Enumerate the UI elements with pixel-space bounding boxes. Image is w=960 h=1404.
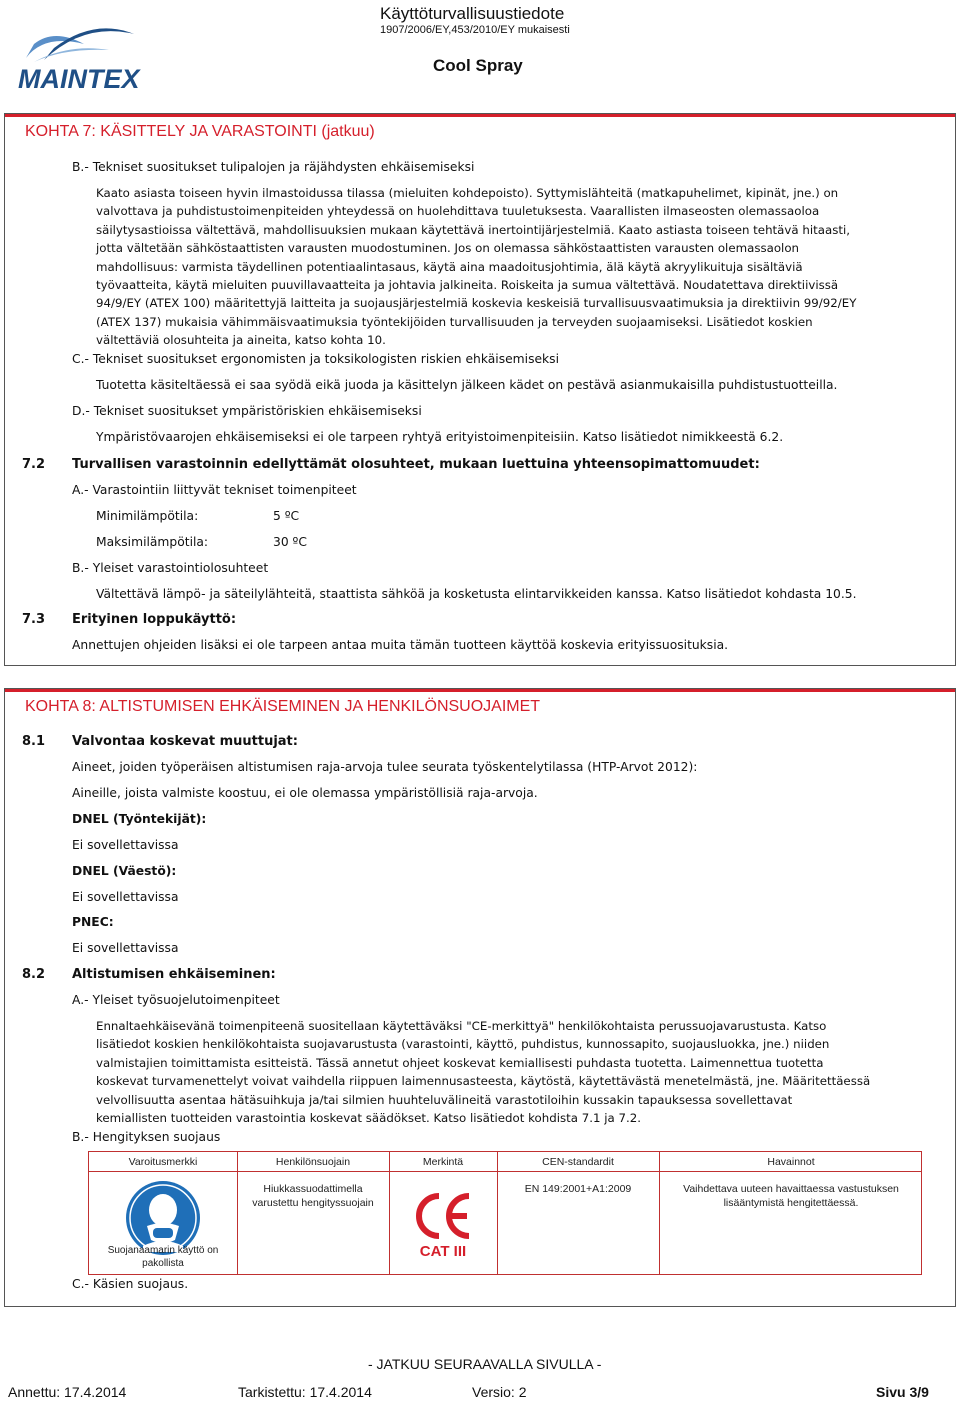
dnel-population-label: DNEL (Väestö): (72, 864, 177, 878)
text-line: koskevat turvamenettelyt voivat vaihdella riippuen laimennusasteesta, käytöstä, käytettävästä menetelmästä, jne. Määritettäessä (96, 1074, 871, 1089)
text-line: lisätiedot koskien henkilökohtaista suojavarustusta (varastointi, käyttö, puhdistus, kunnossapito, suojausluokka, jne.) niiden (96, 1037, 830, 1052)
section-7-title: KOHTA 7: KÄSITTELY JA VARASTOINTI (jatkuu) (5, 114, 955, 144)
max-temp-label: Maksimilämpötila: (96, 535, 209, 549)
mask-sign-caption: Suojanaamarin käyttö on pakollista (107, 1245, 219, 1269)
text-line: jotta vältetään sähköstaattisten varausten muodostuminen. Jos on olemassa sähköstaattisten varausten olemassaolon (96, 241, 800, 256)
text-line: velvollisuutta asentaa hätäsuihkuja ja/tai silmien huuhteluvälineitä varastotiloihin kussakin tapauksessa sovellettavat (96, 1092, 793, 1107)
section-7-2b-text: Vältettävä lämpö- ja säteilylähteitä, staattista sähköä ja kosketusta elintarvikkeiden kanssa. Katso lisätiedot kohdasta 10.5. (96, 587, 857, 601)
section-7-2a-heading: A.- Varastointiin liittyvät tekniset toimenpiteet (72, 483, 357, 497)
dnel-worker-value: Ei sovellettavissa (72, 838, 179, 852)
page-number: Sivu 3/9 (876, 1384, 929, 1400)
text-line: valmistajien toimittamista esitteistä. Tässä annetut ohjeet koskevat kemiallisesti puhdasta tuotetta. Laimennettua tuotetta (96, 1055, 824, 1070)
ce-cat-iii-mark (407, 1188, 479, 1260)
header-warning-sign: Varoitusmerkki (128, 1156, 198, 1168)
issued-date: Annettu: 17.4.2014 (8, 1384, 127, 1400)
text-line: Kaato asiasta toiseen hyvin ilmastoidussa tilassa (mieluiten kohdepoisto). Syttymislähteitä (matkapuhelimet, kipinät, jne.) on (96, 186, 839, 200)
respiratory-protection-table (88, 1151, 922, 1275)
section-8-title: KOHTA 8: ALTISTUMISEN EHKÄISEMINEN JA HENKILÖNSUOJAIMET (5, 689, 955, 719)
section-7c-text: Tuotetta käsiteltäessä ei saa syödä eikä juoda ja käsittelyn jälkeen kädet on pestävä asianmukaisilla puhdistustuotteilla. (96, 378, 838, 392)
dnel-worker-label: DNEL (Työntekijät): (72, 812, 207, 826)
section-7-2-number: 7.2 (22, 457, 46, 472)
svg-text:CAT III: CAT III (419, 1243, 467, 1260)
pnec-value: Ei sovellettavissa (72, 941, 179, 955)
text-line: 94/9/EY (ATEX 100) määritettyjä laitteita ja suojausjärjestelmiä koskevia keskeisiä turvallisuusvaatimuksia ja direktiivin 99/92/EY (96, 296, 857, 311)
text-line: Ennaltaehkäisevänä toimenpiteenä suositellaan käytettäväksi "CE-merkittyä" henkilökohtaista perussuojavarustusta. Katso (96, 1019, 827, 1033)
section-8-1-line1: Aineet, joiden työperäisen altistumisen raja-arvoja tulee seurata työskentelytilassa (HTP-Arvot 2012): (72, 760, 698, 774)
section-7-2b-heading: B.- Yleiset varastointiolosuhteet (72, 561, 269, 575)
section-7b-heading: B.- Tekniset suositukset tulipalojen ja räjähdysten ehkäisemiseksi (72, 160, 475, 174)
text-line: kemiallisten tuotteiden varastointia koskevat säädökset. Katso lisätiedot kohdista 7.1 ja 7.2. (96, 1111, 642, 1125)
header-equipment: Henkilönsuojain (275, 1156, 351, 1168)
section-8-1-number: 8.1 (22, 734, 46, 749)
dnel-population-value: Ei sovellettavissa (72, 890, 179, 904)
revised-date: Tarkistettu: 17.4.2014 (238, 1384, 372, 1400)
product-name: Cool Spray (433, 56, 523, 75)
document-title: Käyttöturvallisuustiedote (380, 4, 565, 23)
section-7-3-title: Erityinen loppukäyttö: (72, 612, 237, 627)
section-8-1-title: Valvontaa koskevat muuttujat: (72, 734, 298, 749)
section-8-2-number: 8.2 (22, 967, 46, 982)
section-7-3-text: Annettujen ohjeiden lisäksi ei ole tarpeen antaa muita tämän tuotteen käyttöä koskevia erityissuosituksia. (72, 638, 729, 652)
regulation-reference: 1907/2006/EY,453/2010/EY mukaisesti (380, 24, 570, 36)
standard-value: EN 149:2001+A1:2009 (524, 1183, 632, 1195)
pnec-label: PNEC: (72, 915, 114, 929)
min-temp-value: 5 ºC (273, 509, 300, 523)
section-8-2c-heading: C.- Käsien suojaus. (72, 1277, 189, 1291)
svg-text:MAINTEX: MAINTEX (18, 64, 140, 94)
notes-value: Vaihdettava uuteen havaittaessa vastustuksen lisääntymistä hengitettäessä. (683, 1183, 899, 1209)
text-line: vältettäviä olosuhteita ja aineita, katso kohta 10. (96, 333, 386, 348)
section-7c-heading: C.- Tekniset suositukset ergonomisten ja toksikologisten riskien ehkäisemiseksi (72, 352, 559, 366)
text-line: säilytysastioissa vältettävä, mahdollisuuksien mukaan käytettävä inertointijärjestelmiä. Kaato astiasta toiseen tehtävä hitaasti, (96, 222, 850, 237)
max-temp-value: 30 ºC (273, 535, 307, 549)
version: Versio: 2 (472, 1384, 527, 1400)
section-8-2b-heading: B.- Hengityksen suojaus (72, 1130, 221, 1144)
header-notes: Havainnot (767, 1156, 815, 1168)
continue-notice: - JATKUU SEURAAVALLA SIVULLA - (368, 1356, 602, 1372)
section-8-2a-heading: A.- Yleiset työsuojelutoimenpiteet (72, 993, 280, 1007)
text-line: työvaatteita, käytä mieluiten puuvillavaatteita ja johtavia jalkineita. Roiskeita ja sumua vältettävä. Noudatettava direktiivissä (96, 278, 839, 292)
text-line: (ATEX 137) mukaisia vähimmäisvaatimuksia työntekijöiden turvallisuuden ja terveyden suojaamiseksi. Lisätiedot koskien (96, 314, 813, 329)
header-cen-standards: CEN-standardit (542, 1156, 614, 1168)
section-8-1-line2: Aineille, joista valmiste koostuu, ei ole olemassa ympäristöllisiä raja-arvoja. (72, 786, 538, 800)
text-line: mahdollisuus: varmista täydellinen potentiaalintasaus, käytä aina maadoitusjohtimia, älä käytä akryylikuituja sisältäviä (96, 259, 803, 274)
equipment-value: Hiukkassuodattimella varustettu hengityssuojain (252, 1183, 374, 1209)
section-8-2-title: Altistumisen ehkäiseminen: (72, 967, 276, 982)
section-7d-text: Ympäristövaarojen ehkäisemiseksi ei ole tarpeen ryhtyä erityistoimenpiteisiin. Katso lisätiedot nimikkeestä 6.2. (96, 430, 784, 444)
text-line: valvottava ja puhdistustoimenpiteiden yhteydessä on huolehdittava tuuletuksesta. Vaarallisten ilmaseosten olemassaoloa (96, 204, 820, 219)
min-temp-label: Minimilämpötila: (96, 509, 199, 523)
maintex-logo (14, 14, 164, 94)
section-7-3-number: 7.3 (22, 612, 46, 627)
section-7d-heading: D.- Tekniset suositukset ympäristöriskien ehkäisemiseksi (72, 404, 422, 418)
header-marking: Merkintä (422, 1156, 464, 1168)
section-7-2-title: Turvallisen varastoinnin edellyttämät olosuhteet, mukaan luettuina yhteensopimattomuudet: (72, 457, 760, 472)
